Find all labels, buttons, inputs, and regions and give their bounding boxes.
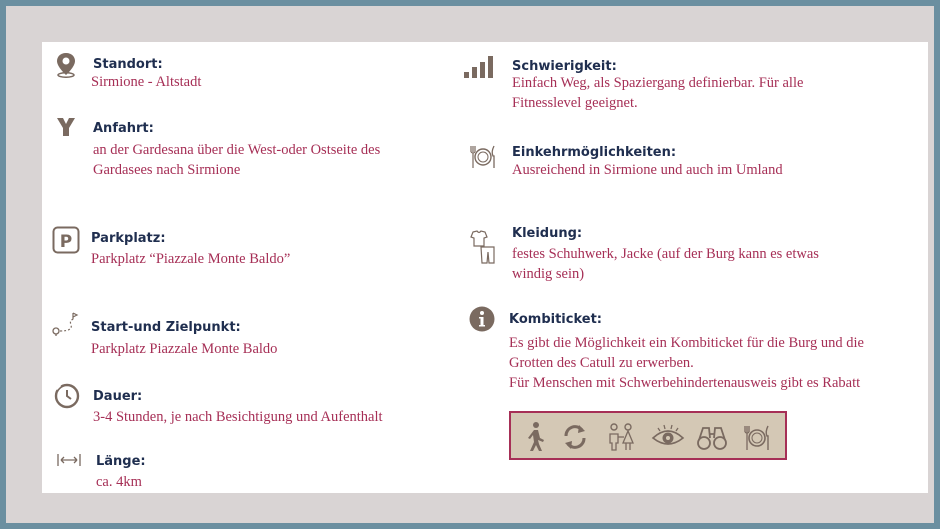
parkplatz-value: Parkplatz “Piazzale Monte Baldo” bbox=[91, 251, 291, 267]
schwierigkeit-value: Einfach Weg, als Spaziergang definierbar. Für alle Fitnesslevel geeignet. bbox=[512, 75, 804, 111]
clock-icon bbox=[54, 383, 80, 409]
binoculars-icon bbox=[696, 422, 728, 452]
start-ziel-label: Start-und Zielpunkt: bbox=[91, 320, 241, 335]
dauer-value: 3-4 Stunden, je nach Besichtigung und Aufenthalt bbox=[93, 409, 383, 425]
standort-label: Standort: bbox=[93, 57, 163, 72]
kombiticket-value: Es gibt die Möglichkeit ein Kombiticket für die Burg und die Grotten des Catull zu erwerben. bbox=[509, 335, 864, 371]
loop-icon bbox=[561, 422, 589, 452]
eye-icon bbox=[651, 422, 685, 452]
kombiticket-label: Kombiticket: bbox=[509, 312, 602, 327]
dining-icon bbox=[743, 422, 771, 452]
info-icon bbox=[469, 306, 495, 332]
kleidung-label: Kleidung: bbox=[512, 226, 583, 241]
anfahrt-value: an der Gardesana über die West-oder Ostseite des Gardasees nach Sirmione bbox=[93, 142, 381, 178]
map-pin-icon bbox=[55, 52, 77, 78]
svg-text:P: P bbox=[59, 232, 73, 252]
dining-icon bbox=[469, 144, 497, 170]
difficulty-bars-icon bbox=[464, 56, 494, 78]
laenge-value: ca. 4km bbox=[96, 474, 142, 490]
einkehr-value: Ausreichend in Sirmione und auch im Umland bbox=[512, 162, 783, 178]
length-icon bbox=[57, 453, 81, 467]
walking-icon bbox=[521, 422, 549, 452]
dauer-label: Dauer: bbox=[93, 389, 143, 404]
road-fork-icon bbox=[56, 117, 76, 137]
kleidung-value: festes Schuhwerk, Jacke (auf der Burg kann es etwas windig sein) bbox=[512, 246, 819, 282]
start-ziel-value: Parkplatz Piazzale Monte Baldo bbox=[91, 341, 278, 357]
einkehr-label: Einkehrmöglichkeiten: bbox=[512, 145, 677, 160]
parking-icon bbox=[52, 226, 80, 254]
parkplatz-label: Parkplatz: bbox=[91, 231, 166, 246]
clothing-icon bbox=[469, 230, 497, 264]
kombiticket-value-2: Für Menschen mit Schwerbehindertenausweis gibt es Rabatt bbox=[509, 375, 861, 391]
anfahrt-label: Anfahrt: bbox=[93, 121, 154, 136]
schwierigkeit-label: Schwierigkeit: bbox=[512, 59, 617, 74]
laenge-label: Länge: bbox=[96, 454, 146, 469]
standort-value: Sirmione - Altstadt bbox=[91, 74, 202, 90]
activity-icon-strip bbox=[509, 411, 787, 460]
route-icon bbox=[51, 312, 79, 338]
family-icon bbox=[606, 422, 634, 452]
